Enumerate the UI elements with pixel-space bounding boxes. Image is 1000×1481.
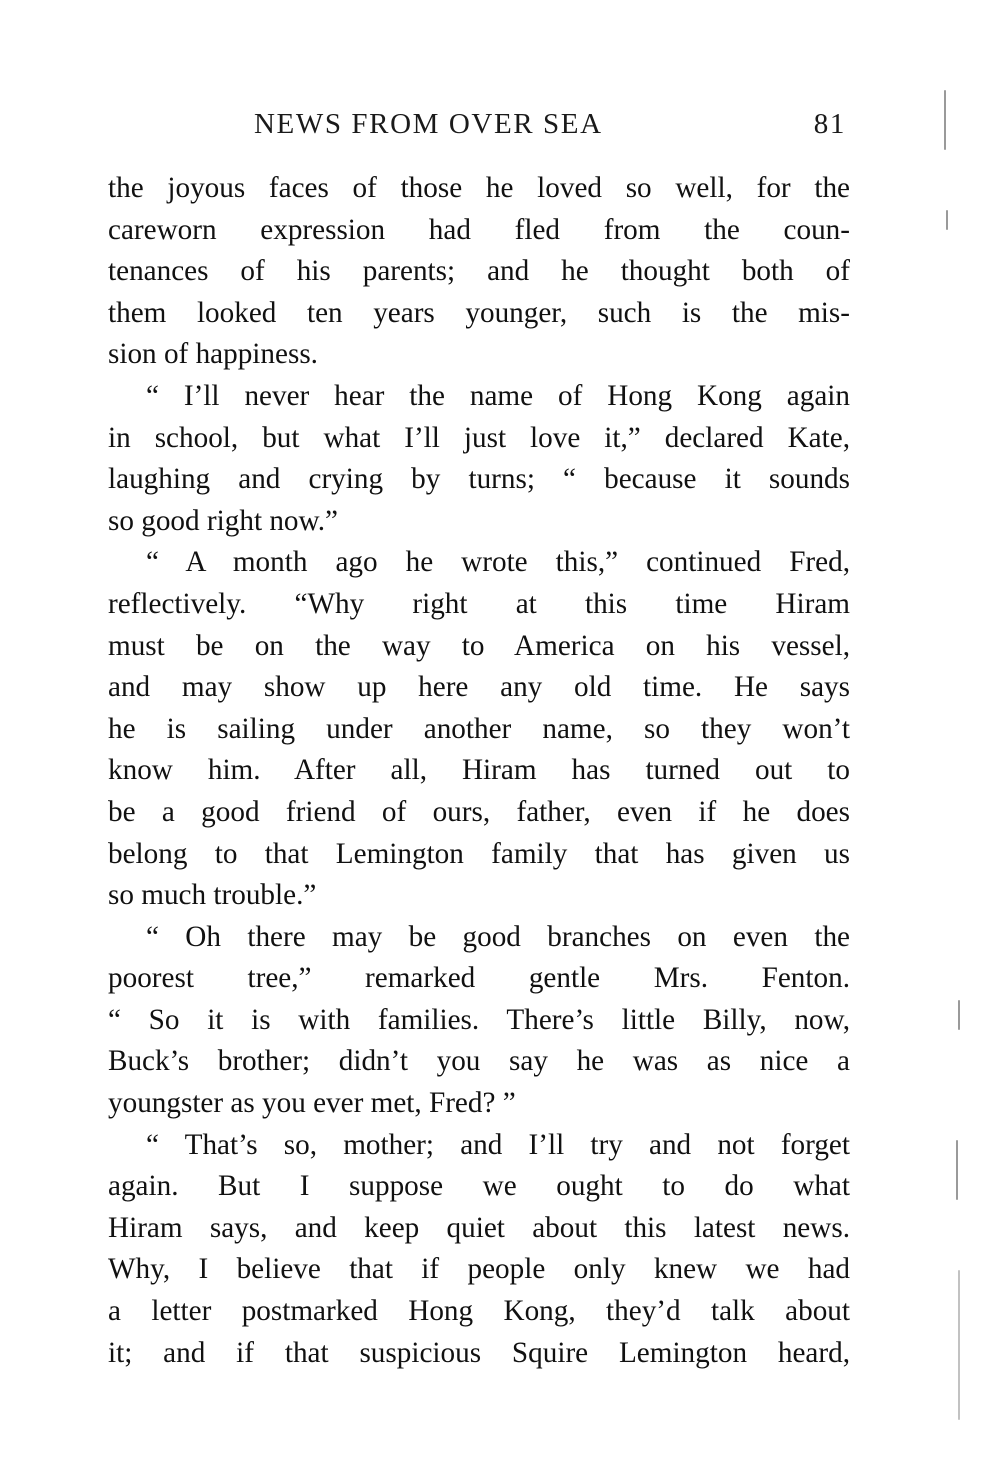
- text-line: again. But I suppose we ought to do what: [108, 1170, 850, 1203]
- text-line: must be on the way to America on his vessel,: [108, 629, 850, 662]
- text-line: sion of happiness.: [108, 338, 318, 371]
- text-line: and may show up here any old time. He says: [108, 671, 850, 704]
- text-line: in school, but what I’ll just love it,” declared Kate,: [108, 421, 850, 454]
- text-line: so much trouble.”: [108, 879, 317, 912]
- text-line: reflectively. “Why right at this time Hiram: [108, 587, 850, 620]
- scan-speck: [958, 1000, 960, 1030]
- scan-speck: [958, 1270, 960, 1420]
- text-line: “ A month ago he wrote this,” continued Fred,: [146, 546, 850, 579]
- text-line: Why, I believe that if people only knew we had: [108, 1253, 850, 1286]
- text-line: laughing and crying by turns; “ because it sounds: [108, 463, 850, 496]
- text-line: “ Oh there may be good branches on even the: [146, 920, 850, 953]
- running-head: NEWS FROM OVER SEA: [254, 108, 603, 140]
- text-line: he is sailing under another name, so they won’t: [108, 712, 850, 745]
- text-line: youngster as you ever met, Fred? ”: [108, 1087, 516, 1120]
- text-line: “ So it is with families. There’s little Billy, now,: [108, 1003, 850, 1036]
- scan-speck: [946, 210, 948, 230]
- text-line: tenances of his parents; and he thought both of: [108, 255, 850, 288]
- text-line: be a good friend of ours, father, even if he does: [108, 795, 850, 828]
- text-line: a letter postmarked Hong Kong, they’d talk about: [108, 1295, 850, 1328]
- text-line: careworn expression had fled from the coun-: [108, 213, 850, 246]
- body-text: [108, 168, 850, 1374]
- text-line: Buck’s brother; didn’t you say he was as nice a: [108, 1045, 850, 1078]
- scan-speck: [944, 90, 946, 150]
- text-line: “ I’ll never hear the name of Hong Kong again: [146, 379, 850, 412]
- text-line: Hiram says, and keep quiet about this latest news.: [108, 1211, 850, 1244]
- text-line: so good right now.”: [108, 504, 338, 537]
- text-line: “ That’s so, mother; and I’ll try and not forget: [146, 1128, 850, 1161]
- text-line: the joyous faces of those he loved so well, for the: [108, 172, 850, 204]
- text-line: poorest tree,” remarked gentle Mrs. Fenton.: [108, 962, 850, 995]
- page-number: 81: [813, 108, 846, 140]
- scan-speck: [956, 1140, 958, 1200]
- page-header: [108, 102, 850, 146]
- text-line: them looked ten years younger, such is the mis-: [108, 296, 850, 329]
- text-line: belong to that Lemington family that has given us: [108, 837, 850, 870]
- text-line: it; and if that suspicious Squire Lemington heard,: [108, 1336, 850, 1369]
- text-line: know him. After all, Hiram has turned out to: [108, 754, 850, 787]
